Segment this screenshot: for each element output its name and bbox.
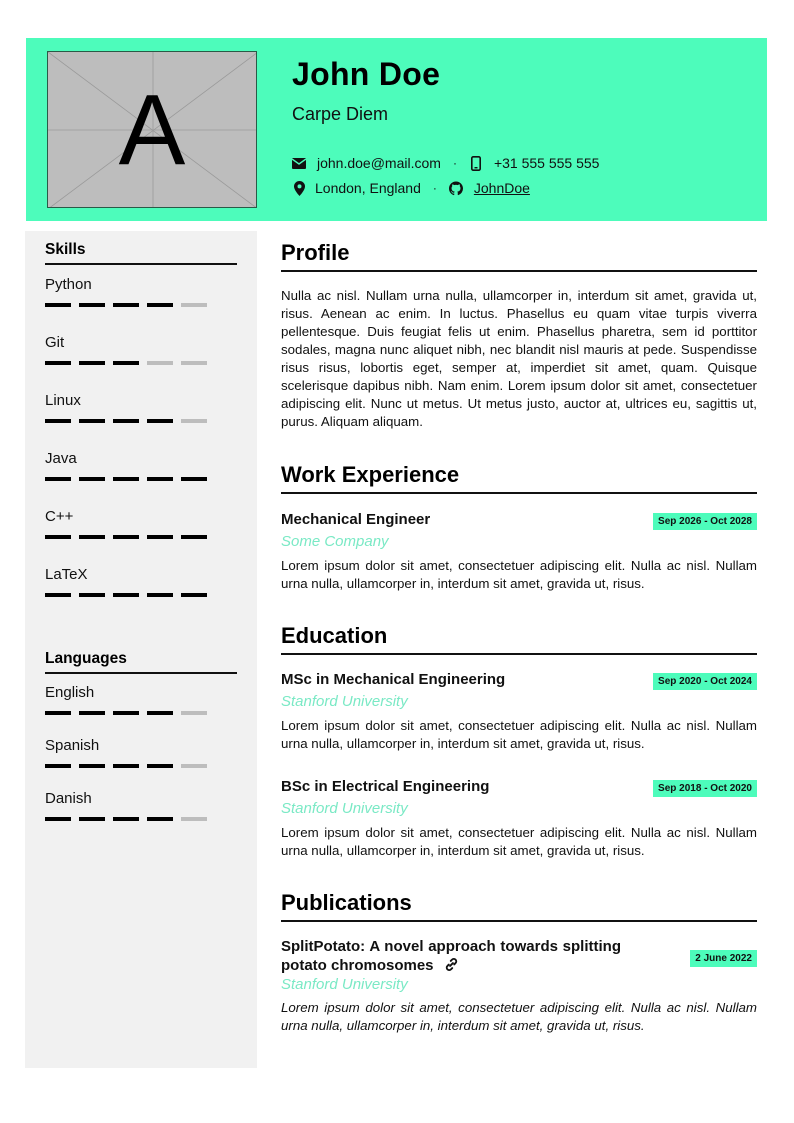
level-bar-filled	[113, 764, 139, 768]
skill-name: Linux	[45, 392, 81, 409]
level-bar-filled	[79, 477, 105, 481]
level-bar-filled	[113, 477, 139, 481]
language-item	[45, 790, 207, 821]
level-bar-filled	[45, 419, 71, 423]
photo-placeholder-letter: A	[118, 73, 186, 186]
level-bar-empty	[181, 817, 207, 821]
link-icon[interactable]	[444, 957, 459, 977]
header-banner	[26, 38, 767, 221]
level-bar-filled	[45, 303, 71, 307]
level-bar-filled	[147, 817, 173, 821]
work-company: Some Company	[281, 533, 389, 550]
publications-heading: Publications	[281, 890, 757, 922]
level-bar-filled	[45, 593, 71, 597]
level-bar-filled	[45, 535, 71, 539]
date-badge: Sep 2020 - Oct 2024	[653, 673, 757, 690]
level-bar-filled	[147, 764, 173, 768]
publication-title-text: SplitPotato: A novel approach towards splitting potato chromosomes	[281, 938, 621, 974]
level-bar-filled	[45, 361, 71, 365]
level-bar-filled	[147, 535, 173, 539]
skill-level-bars	[45, 419, 207, 423]
level-bar-filled	[79, 711, 105, 715]
level-bar-filled	[45, 817, 71, 821]
level-bar-filled	[113, 817, 139, 821]
level-bar-filled	[45, 764, 71, 768]
education-school: Stanford University	[281, 693, 408, 710]
contact-row-2	[292, 180, 530, 196]
skill-level-bars	[45, 593, 207, 597]
work-description: Lorem ipsum dolor sit amet, consectetuer adipiscing elit. Nulla ac nisl. Nullam urna nulla, ullamcorper in, interdum sit amet, gravida ut, risus.	[281, 558, 757, 591]
level-bar-filled	[147, 477, 173, 481]
tagline: Carpe Diem	[292, 104, 389, 124]
skill-item	[45, 392, 207, 423]
language-item	[45, 684, 207, 715]
github-link[interactable]: JohnDoe	[473, 180, 530, 196]
phone-number[interactable]: +31 555 555 555	[493, 155, 600, 171]
level-bar-filled	[79, 419, 105, 423]
profile-photo-placeholder	[47, 51, 257, 208]
level-bar-filled	[147, 419, 173, 423]
language-name: Danish	[45, 790, 92, 807]
level-bar-filled	[113, 593, 139, 597]
level-bar-filled	[147, 711, 173, 715]
level-bar-filled	[113, 361, 139, 365]
level-bar-filled	[147, 593, 173, 597]
education-degree: BSc in Electrical Engineering	[281, 778, 490, 795]
language-name: English	[45, 684, 95, 701]
level-bar-filled	[79, 303, 105, 307]
level-bar-filled	[181, 477, 207, 481]
level-bar-filled	[113, 535, 139, 539]
mobile-phone-icon	[469, 156, 483, 170]
level-bar-filled	[79, 535, 105, 539]
language-level-bars	[45, 711, 207, 715]
level-bar-filled	[181, 593, 207, 597]
skill-item	[45, 508, 207, 539]
person-name: John Doe	[292, 56, 441, 92]
profile-heading: Profile	[281, 240, 757, 272]
languages-heading: Languages	[45, 650, 237, 674]
skill-level-bars	[45, 535, 207, 539]
date-badge: 2 June 2022	[690, 950, 757, 967]
level-bar-empty	[181, 361, 207, 365]
date-badge: Sep 2026 - Oct 2028	[653, 513, 757, 530]
date-badge: Sep 2018 - Oct 2020	[653, 780, 757, 797]
education-description: Lorem ipsum dolor sit amet, consectetuer adipiscing elit. Nulla ac nisl. Nullam urna nulla, ullamcorper in, interdum sit amet, gravida ut, risus.	[281, 718, 757, 751]
work-heading: Work Experience	[281, 462, 757, 494]
level-bar-filled	[181, 535, 207, 539]
skill-item	[45, 334, 207, 365]
language-level-bars	[45, 817, 207, 821]
contact-row-1	[292, 155, 599, 171]
skill-item	[45, 566, 207, 597]
skills-heading: Skills	[45, 241, 237, 265]
location-text: London, England	[315, 180, 421, 196]
profile-text: Nulla ac nisl. Nullam urna nulla, ullamcorper in, interdum sit amet, gravida ut, risus. Aenean ac enim. In luctus. Phasellus eu quam vitae turpis viverra pellentesque. Duis feugiat felis ut enim. Phasellus pharetra, sem id porttitor sodales, magna nunc aliquet nibh, nec blandit nisl mauris at pede. Suspendisse risus risus, lobortis eget, semper at, imperdiet sit amet, quam. Quisque scelerisque dapibus nibh. Nam enim. Lorem ipsum dolor sit amet, consectetuer adipiscing elit. Nunc ut metus. Ut metus justo, auctor at, ultrices eu, sagittis ut, purus. Aliquam aliquam.	[281, 288, 757, 429]
level-bar-empty	[147, 361, 173, 365]
level-bar-filled	[113, 303, 139, 307]
education-heading: Education	[281, 623, 757, 655]
separator-dot: ·	[432, 181, 437, 195]
level-bar-empty	[181, 419, 207, 423]
education-school: Stanford University	[281, 800, 408, 817]
map-pin-icon	[292, 181, 306, 195]
skill-level-bars	[45, 477, 207, 481]
email-link[interactable]: john.doe@mail.com	[317, 155, 441, 171]
skill-item	[45, 276, 207, 307]
skill-name: Git	[45, 334, 65, 351]
language-item	[45, 737, 207, 768]
language-level-bars	[45, 764, 207, 768]
github-icon	[449, 181, 463, 195]
level-bar-empty	[181, 303, 207, 307]
level-bar-filled	[79, 361, 105, 365]
skill-name: Java	[45, 450, 77, 467]
level-bar-empty	[181, 764, 207, 768]
skill-name: LaTeX	[45, 566, 88, 583]
separator-dot: ·	[452, 156, 457, 170]
level-bar-filled	[79, 817, 105, 821]
publication-description: Lorem ipsum dolor sit amet, consectetuer adipiscing elit. Nulla ac nisl. Nullam urna nulla, ullamcorper in, interdum sit amet, gravida ut, risus.	[281, 1000, 757, 1033]
level-bar-empty	[181, 711, 207, 715]
education-degree: MSc in Mechanical Engineering	[281, 671, 506, 688]
level-bar-filled	[113, 419, 139, 423]
level-bar-filled	[45, 477, 71, 481]
level-bar-filled	[147, 303, 173, 307]
language-name: Spanish	[45, 737, 100, 754]
education-description: Lorem ipsum dolor sit amet, consectetuer adipiscing elit. Nulla ac nisl. Nullam urna nulla, ullamcorper in, interdum sit amet, gravida ut, risus.	[281, 825, 757, 858]
level-bar-filled	[79, 593, 105, 597]
level-bar-filled	[79, 764, 105, 768]
publication-institution: Stanford University	[281, 976, 408, 993]
level-bar-filled	[45, 711, 71, 715]
envelope-icon	[292, 156, 306, 170]
level-bar-filled	[113, 711, 139, 715]
sidebar	[25, 231, 257, 1068]
skill-name: Python	[45, 276, 92, 293]
skill-level-bars	[45, 303, 207, 307]
skill-level-bars	[45, 361, 207, 365]
work-title: Mechanical Engineer	[281, 511, 431, 528]
publication-title	[281, 937, 621, 977]
skill-name: C++	[45, 508, 74, 525]
skill-item	[45, 450, 207, 481]
